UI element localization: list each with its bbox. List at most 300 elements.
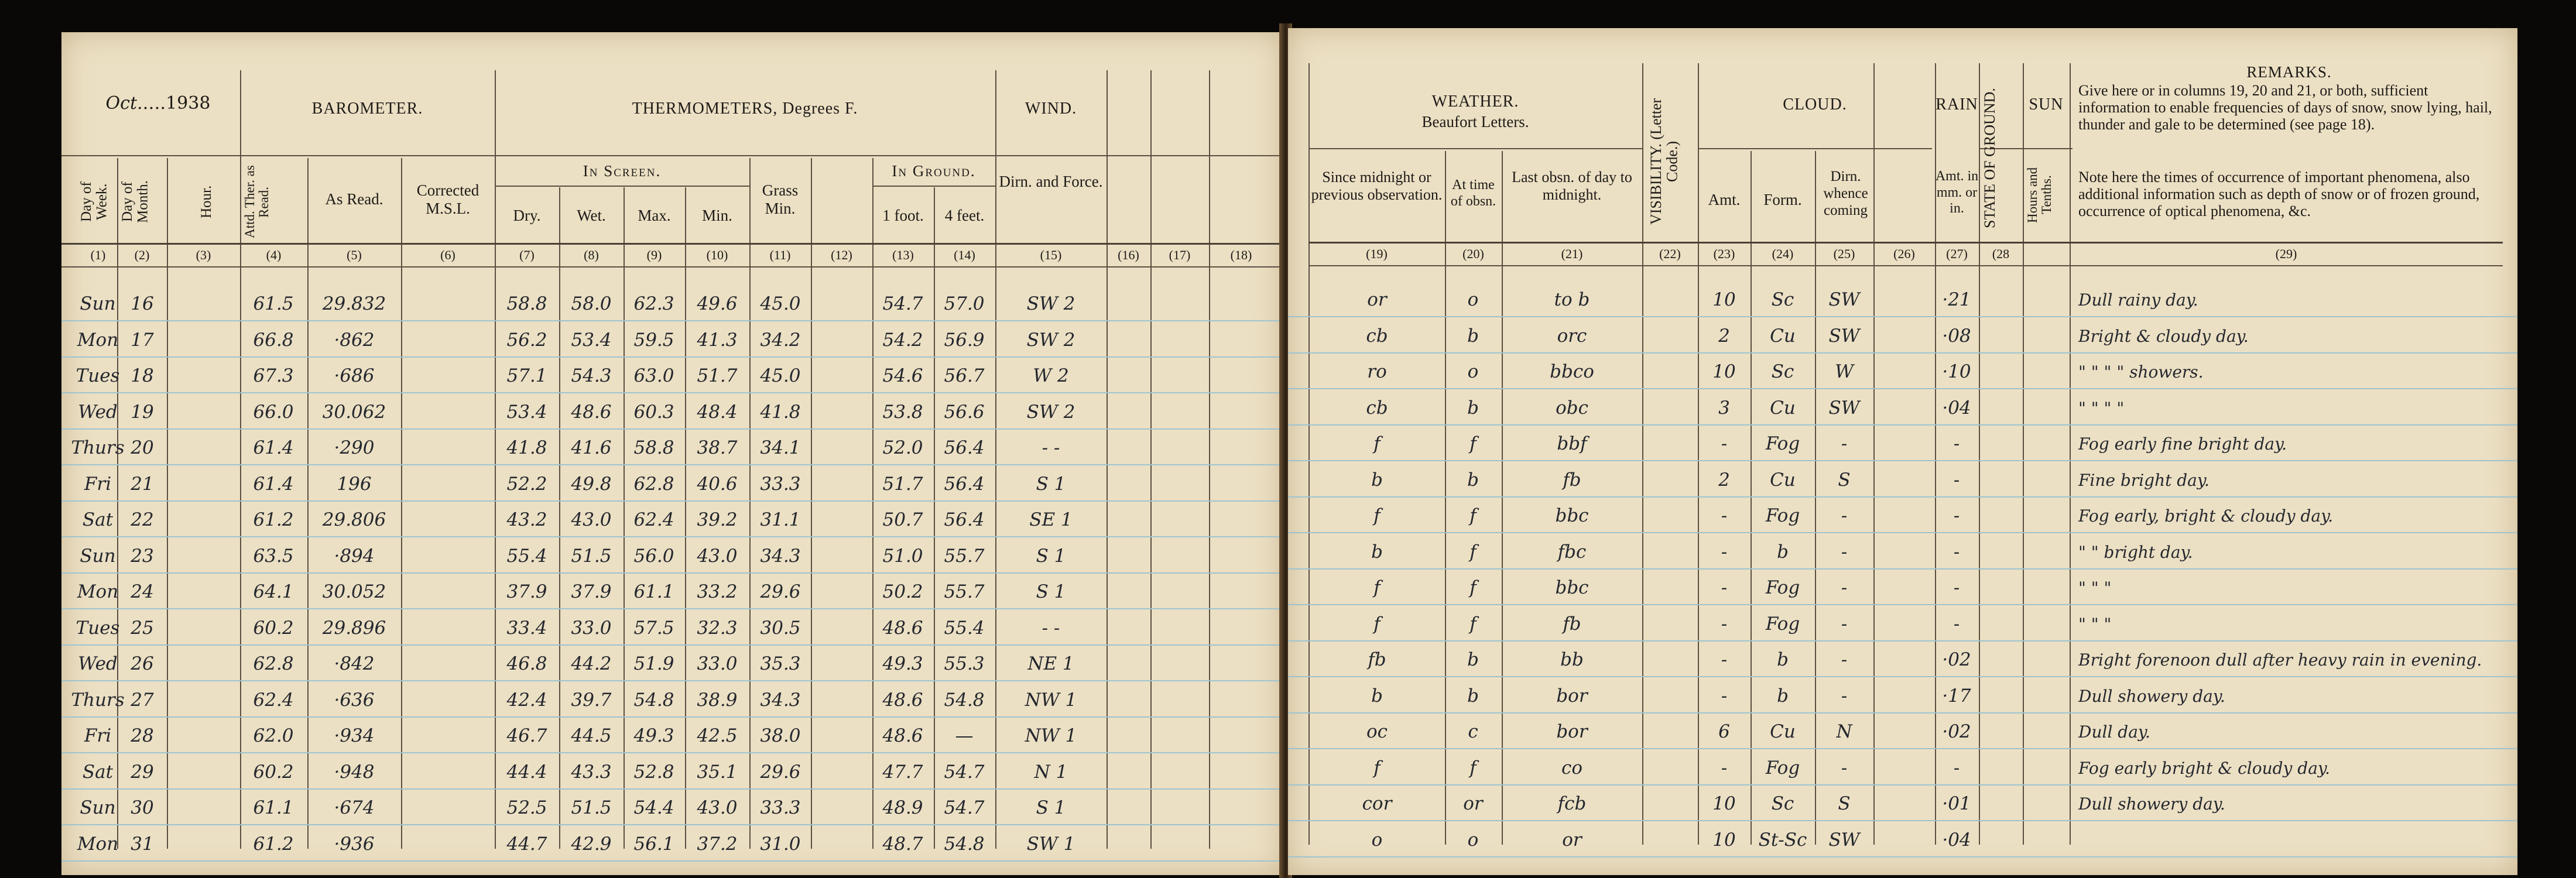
- day-of-week-cell: Thurs: [71, 437, 125, 458]
- rain-amount-cell: ·21: [1942, 289, 1971, 310]
- day-of-week-cell: Sun: [80, 797, 116, 818]
- day-of-month-cell: 17: [131, 329, 154, 351]
- wind-cell: S 1: [1036, 581, 1066, 602]
- column-number: (19): [1366, 246, 1388, 261]
- barometer-cell: ·862: [334, 329, 375, 351]
- header-divider: [61, 155, 1282, 156]
- cloud-direction-cell: W: [1835, 361, 1854, 382]
- wet-bulb-cell: 33.0: [571, 617, 612, 639]
- max-temp-cell: 51.9: [633, 653, 674, 674]
- cloud-form-cell: Fog: [1765, 577, 1800, 598]
- rain-amount-cell: ·10: [1942, 361, 1971, 382]
- ruled-line: [61, 608, 1282, 609]
- wind-cell: SW 1: [1026, 833, 1075, 855]
- ruled-line: [61, 500, 1282, 502]
- grass-min-cell: 45.0: [760, 365, 801, 386]
- column-number: (24): [1772, 246, 1794, 261]
- header-bottom-line: [61, 243, 1282, 245]
- dry-bulb-cell: 42.4: [506, 689, 547, 711]
- day-of-month-header: Day of Month.: [119, 180, 151, 224]
- column-number: (4): [266, 248, 282, 262]
- column-number: (9): [646, 248, 662, 262]
- remark-cell: " " ": [2078, 614, 2112, 634]
- direction-force-header: Dirn. and Force.: [999, 173, 1103, 190]
- in-ground-header: In Ground.: [892, 162, 976, 180]
- rain-amount-cell: -: [1953, 505, 1960, 526]
- ruled-line: [1288, 712, 2517, 714]
- column-divider: [495, 70, 496, 849]
- weather-since-cell: f: [1373, 433, 1381, 454]
- ground-4ft-cell: 55.7: [944, 581, 985, 602]
- day-of-month-cell: 26: [131, 653, 154, 674]
- max-header: Max.: [638, 207, 671, 224]
- max-temp-cell: 62.3: [633, 293, 674, 314]
- cloud-amount-cell: 2: [1718, 325, 1730, 347]
- column-number: (22): [1659, 246, 1681, 261]
- cloud-direction-cell: -: [1841, 757, 1848, 778]
- cloud-amount-cell: 6: [1718, 721, 1730, 742]
- ground-1ft-cell: 48.7: [882, 833, 923, 855]
- cloud-direction-cell: -: [1841, 649, 1848, 670]
- dry-bulb-cell: 33.4: [506, 617, 547, 639]
- ground-4ft-cell: 56.7: [944, 365, 985, 386]
- max-temp-cell: 57.5: [633, 617, 674, 639]
- four-feet-header: 4 feet.: [944, 207, 985, 224]
- weather-at-time-cell: b: [1467, 685, 1479, 706]
- day-of-week-cell: Wed: [78, 401, 118, 423]
- ground-1ft-cell: 54.7: [882, 293, 923, 314]
- column-divider: [559, 187, 560, 849]
- cloud-amount-cell: -: [1721, 505, 1728, 526]
- in-screen-header: In Screen.: [583, 162, 662, 180]
- cloud-form-cell: b: [1777, 685, 1789, 706]
- wind-cell: NW 1: [1025, 725, 1077, 746]
- rain-heading: RAIN: [1936, 95, 1978, 114]
- min-temp-cell: 33.2: [697, 581, 738, 602]
- min-temp-cell: 41.3: [697, 329, 738, 351]
- ruled-line: [1288, 532, 2517, 533]
- attached-thermometer-cell: 61.4: [253, 437, 294, 458]
- wind-cell: SW 2: [1026, 401, 1075, 423]
- column-number: (26): [1893, 246, 1915, 261]
- wind-cell: S 1: [1036, 545, 1066, 567]
- weather-last-obs-cell: bbf: [1557, 433, 1587, 454]
- weather-since-cell: cor: [1362, 793, 1392, 814]
- max-temp-cell: 62.4: [633, 509, 674, 530]
- column-number: (29): [2275, 246, 2297, 261]
- day-of-month-cell: 25: [131, 617, 154, 639]
- ground-1ft-cell: 50.2: [882, 581, 923, 602]
- wind-heading: WIND.: [1025, 100, 1077, 118]
- remark-cell: Bright & cloudy day.: [2078, 326, 2249, 346]
- grass-min-cell: 34.3: [760, 689, 801, 711]
- ruled-line: [61, 536, 1282, 537]
- ground-4ft-cell: 55.4: [944, 617, 985, 639]
- rain-amount-cell: -: [1953, 469, 1960, 491]
- min-temp-cell: 37.2: [697, 833, 738, 855]
- beaufort-letters-heading: Beaufort Letters.: [1421, 113, 1529, 131]
- grass-min-cell: 33.3: [760, 797, 801, 818]
- weather-at-time-cell: f: [1469, 613, 1477, 635]
- weather-at-time-cell: c: [1468, 721, 1478, 742]
- day-of-week-cell: Mon: [77, 329, 119, 351]
- weather-at-time-cell: f: [1469, 505, 1477, 526]
- ruled-line: [61, 788, 1282, 790]
- min-temp-cell: 43.0: [697, 545, 738, 567]
- weather-last-obs-cell: bb: [1560, 649, 1584, 670]
- cloud-direction-cell: N: [1836, 721, 1852, 742]
- day-of-month-cell: 18: [131, 365, 154, 386]
- since-midnight-header: Since midnight or previous observation.: [1311, 169, 1443, 203]
- column-number: (15): [1040, 248, 1062, 262]
- column-number: (18): [1230, 248, 1252, 262]
- cloud-amount-cell: 10: [1712, 289, 1736, 310]
- ground-4ft-cell: —: [955, 725, 974, 746]
- column-number: (6): [440, 248, 455, 262]
- weather-since-cell: oc: [1366, 721, 1388, 742]
- ruled-line: [61, 644, 1282, 646]
- cloud-direction-cell: SW: [1828, 829, 1860, 850]
- barometer-heading: BAROMETER.: [311, 100, 423, 118]
- barometer-cell: ·686: [334, 365, 375, 386]
- column-number: (13): [892, 248, 914, 262]
- cloud-form-header: Form.: [1763, 191, 1802, 208]
- grass-min-cell: 34.1: [760, 437, 801, 458]
- grass-min-cell: 29.6: [760, 581, 801, 602]
- weather-last-obs-cell: fb: [1563, 469, 1581, 491]
- grass-min-cell: 34.2: [760, 329, 801, 351]
- attached-thermometer-cell: 60.2: [253, 761, 294, 783]
- wet-bulb-cell: 51.5: [571, 797, 612, 818]
- remark-cell: Dull showery day.: [2078, 794, 2225, 814]
- cloud-direction-cell: -: [1841, 685, 1848, 706]
- dry-bulb-cell: 44.7: [506, 833, 547, 855]
- wind-cell: SE 1: [1029, 509, 1073, 530]
- ruled-line: [61, 716, 1282, 718]
- wet-bulb-cell: 49.8: [571, 473, 612, 495]
- cloud-amount-cell: 10: [1712, 793, 1736, 814]
- column-number: (23): [1713, 246, 1735, 261]
- column-divider: [2070, 63, 2071, 845]
- weather-since-cell: o: [1371, 829, 1383, 850]
- wind-cell: S 1: [1036, 797, 1066, 818]
- weather-since-cell: ro: [1367, 361, 1387, 382]
- barometer-cell: 29.832: [322, 293, 386, 314]
- header-divider: [872, 186, 995, 187]
- column-divider: [624, 187, 625, 849]
- state-of-ground-header: STATE OF GROUND.: [1981, 88, 1998, 229]
- day-of-month-cell: 20: [131, 437, 154, 458]
- weather-last-obs-cell: bor: [1556, 685, 1588, 706]
- cloud-amount-cell: -: [1721, 433, 1728, 454]
- rain-amount-cell: ·02: [1942, 721, 1971, 742]
- barometer-cell: 29.896: [322, 617, 386, 639]
- day-of-month-cell: 29: [131, 761, 154, 783]
- ground-1ft-cell: 51.0: [882, 545, 923, 567]
- wind-cell: N 1: [1034, 761, 1068, 783]
- wet-bulb-cell: 41.6: [571, 437, 612, 458]
- weather-since-cell: cb: [1366, 397, 1388, 419]
- column-divider: [1642, 63, 1643, 845]
- dry-bulb-cell: 44.4: [506, 761, 547, 783]
- weather-heading: WEATHER.: [1431, 92, 1519, 111]
- weather-at-time-cell: f: [1469, 577, 1477, 598]
- remarks-heading: REMARKS.: [2246, 63, 2332, 81]
- dry-bulb-cell: 41.8: [506, 437, 547, 458]
- column-divider: [240, 70, 241, 849]
- at-time-header: At time of obsn.: [1450, 177, 1496, 209]
- ruled-line: [1288, 316, 2517, 317]
- column-numbers-line: [61, 266, 1282, 267]
- weather-last-obs-cell: bbc: [1555, 505, 1589, 526]
- column-number: (7): [519, 248, 535, 262]
- column-number: (17): [1169, 248, 1191, 262]
- column-divider: [2023, 151, 2024, 845]
- remark-cell: Dull day.: [2078, 722, 2150, 742]
- column-number: (25): [1833, 246, 1855, 261]
- dry-bulb-cell: 58.8: [506, 293, 547, 314]
- wet-bulb-cell: 51.5: [571, 545, 612, 567]
- one-foot-header: 1 foot.: [882, 207, 924, 224]
- weather-since-cell: b: [1371, 469, 1383, 491]
- weather-since-cell: f: [1373, 577, 1381, 598]
- weather-last-obs-cell: co: [1561, 757, 1583, 778]
- weather-at-time-cell: f: [1469, 541, 1477, 563]
- ground-1ft-cell: 48.6: [882, 689, 923, 711]
- cloud-form-cell: Cu: [1770, 469, 1796, 491]
- attached-thermometer-cell: 61.4: [253, 473, 294, 495]
- cloud-form-cell: Sc: [1771, 361, 1794, 382]
- barometer-cell: ·842: [334, 653, 375, 674]
- weather-at-time-cell: b: [1467, 325, 1479, 347]
- day-of-month-cell: 22: [131, 509, 154, 530]
- day-of-week-cell: Sat: [82, 509, 114, 530]
- cloud-direction-cell: -: [1841, 505, 1848, 526]
- barometer-cell: 196: [337, 473, 372, 495]
- day-of-month-cell: 28: [131, 725, 154, 746]
- column-number: (27): [1946, 246, 1968, 261]
- max-temp-cell: 63.0: [633, 365, 674, 386]
- ground-4ft-cell: 54.8: [944, 833, 985, 855]
- day-of-month-cell: 21: [131, 473, 154, 495]
- grass-min-cell: 31.1: [760, 509, 801, 530]
- dry-bulb-cell: 43.2: [506, 509, 547, 530]
- ground-1ft-cell: 52.0: [882, 437, 923, 458]
- month-heading: [79, 94, 237, 114]
- wet-bulb-cell: 43.3: [571, 761, 612, 783]
- ruled-line: [61, 572, 1282, 574]
- cloud-amount-cell: -: [1721, 649, 1728, 670]
- cloud-direction-cell: -: [1841, 613, 1848, 635]
- min-temp-cell: 43.0: [697, 797, 738, 818]
- rain-amount-cell: -: [1953, 433, 1960, 454]
- attached-thermometer-cell: 61.2: [253, 509, 294, 530]
- weather-at-time-cell: f: [1469, 757, 1477, 778]
- ruled-line: [61, 464, 1282, 465]
- min-temp-cell: 39.2: [697, 509, 738, 530]
- column-divider: [1698, 63, 1699, 845]
- wind-cell: NE 1: [1027, 653, 1074, 674]
- year-label: ….1938: [142, 93, 211, 114]
- wind-cell: - -: [1042, 437, 1060, 458]
- wet-bulb-cell: 39.7: [571, 689, 612, 711]
- ruled-line: [1288, 856, 2517, 858]
- ground-4ft-cell: 56.4: [944, 437, 985, 458]
- attached-thermometer-cell: 67.3: [253, 365, 294, 386]
- day-of-month-cell: 19: [131, 401, 154, 423]
- header-bottom-line: [1308, 242, 2503, 243]
- ruled-line: [1288, 496, 2517, 498]
- rain-amount-cell: ·08: [1942, 325, 1971, 347]
- ground-4ft-cell: 54.8: [944, 689, 985, 711]
- last-obsn-header: Last obsn. of day to midnight.: [1512, 169, 1632, 203]
- max-temp-cell: 58.8: [633, 437, 674, 458]
- ground-4ft-cell: 56.4: [944, 509, 985, 530]
- remark-cell: Fog early bright & cloudy day.: [2078, 758, 2330, 778]
- ground-1ft-cell: 49.3: [882, 653, 923, 674]
- attached-thermometer-cell: 61.2: [253, 833, 294, 855]
- day-of-month-cell: 30: [131, 797, 154, 818]
- day-of-week-cell: Fri: [84, 473, 112, 495]
- cloud-form-cell: Cu: [1770, 721, 1796, 742]
- remark-cell: " " ": [2078, 578, 2112, 598]
- day-of-week-cell: Tues: [76, 365, 120, 386]
- attached-thermometer-cell: 64.1: [253, 581, 294, 602]
- rain-amount-cell: ·04: [1942, 397, 1971, 419]
- day-of-month-cell: 24: [131, 581, 154, 602]
- column-number: (8): [584, 248, 599, 262]
- day-of-month-cell: 27: [131, 689, 154, 711]
- wet-bulb-cell: 58.0: [571, 293, 612, 314]
- dry-bulb-cell: 52.5: [506, 797, 547, 818]
- ruled-line: [61, 320, 1282, 321]
- grass-min-cell: 31.0: [760, 833, 801, 855]
- weather-last-obs-cell: bbco: [1550, 361, 1594, 382]
- ruled-line: [1288, 676, 2517, 677]
- column-divider: [1979, 63, 1980, 845]
- dry-bulb-cell: 52.2: [506, 473, 547, 495]
- remark-cell: Dull rainy day.: [2078, 290, 2198, 310]
- cloud-direction-cell: -: [1841, 577, 1848, 598]
- ground-4ft-cell: 56.6: [944, 401, 985, 423]
- cloud-form-cell: b: [1777, 541, 1789, 563]
- header-divider: [1698, 148, 1932, 149]
- wind-cell: SW 2: [1026, 293, 1075, 314]
- column-number: (16): [1118, 248, 1139, 262]
- min-temp-cell: 48.4: [697, 401, 738, 423]
- weather-last-obs-cell: bbc: [1555, 577, 1589, 598]
- right-page: [1288, 28, 2517, 875]
- cloud-amount-cell: -: [1721, 757, 1728, 778]
- wet-bulb-cell: 42.9: [571, 833, 612, 855]
- max-temp-cell: 56.1: [633, 833, 674, 855]
- day-of-week-cell: Mon: [77, 581, 119, 602]
- min-temp-cell: 42.5: [697, 725, 738, 746]
- rain-amount-cell: -: [1953, 757, 1960, 778]
- rain-amount-cell: ·01: [1942, 793, 1971, 814]
- header-divider: [495, 186, 749, 187]
- min-temp-cell: 49.6: [697, 293, 738, 314]
- weather-at-time-cell: o: [1467, 829, 1479, 850]
- ground-1ft-cell: 53.8: [882, 401, 923, 423]
- day-of-week-cell: Wed: [78, 653, 118, 674]
- cloud-direction-cell: SW: [1828, 325, 1860, 347]
- weather-since-cell: or: [1367, 289, 1387, 310]
- column-divider: [934, 187, 935, 849]
- cloud-direction-cell: SW: [1828, 397, 1860, 419]
- cloud-form-cell: b: [1777, 649, 1789, 670]
- dry-bulb-cell: 46.8: [506, 653, 547, 674]
- cloud-amount-cell: -: [1721, 541, 1728, 563]
- column-number: (28: [1992, 246, 2010, 261]
- grass-min-cell: 35.3: [760, 653, 801, 674]
- ground-4ft-cell: 54.7: [944, 797, 985, 818]
- ruled-line: [61, 860, 1282, 862]
- day-of-week-cell: Tues: [76, 617, 120, 639]
- weather-last-obs-cell: fb: [1563, 613, 1581, 635]
- remark-cell: Fog early fine bright day.: [2078, 434, 2287, 454]
- left-page: [61, 32, 1282, 875]
- remark-cell: Dull showery day.: [2078, 686, 2225, 706]
- ruled-line: [1288, 640, 2517, 642]
- cloud-form-cell: St-Sc: [1758, 829, 1807, 850]
- cloud-amount-cell: -: [1721, 685, 1728, 706]
- column-number: (1): [90, 248, 106, 262]
- ground-4ft-cell: 57.0: [944, 293, 985, 314]
- cloud-amount-cell: 2: [1718, 469, 1730, 491]
- cloud-form-cell: Fog: [1765, 505, 1800, 526]
- max-temp-cell: 56.0: [633, 545, 674, 567]
- grass-min-cell: 33.3: [760, 473, 801, 495]
- column-divider: [1150, 70, 1152, 849]
- max-temp-cell: 61.1: [633, 581, 674, 602]
- attached-thermometer-cell: 62.4: [253, 689, 294, 711]
- cloud-form-cell: Fog: [1765, 757, 1800, 778]
- weather-since-cell: f: [1373, 613, 1381, 635]
- dry-bulb-cell: 57.1: [506, 365, 547, 386]
- as-read-header: As Read.: [325, 190, 383, 208]
- remark-cell: Fog early, bright & cloudy day.: [2078, 506, 2334, 526]
- column-number: (21): [1561, 246, 1583, 261]
- ground-1ft-cell: 48.6: [882, 725, 923, 746]
- cloud-form-cell: Sc: [1771, 793, 1794, 814]
- wet-bulb-cell: 43.0: [571, 509, 612, 530]
- attached-thermometer-cell: 66.8: [253, 329, 294, 351]
- day-of-week-cell: Thurs: [71, 689, 125, 711]
- rain-amount-header: Amt. in mm. or in.: [1935, 169, 1979, 217]
- rain-amount-cell: -: [1953, 613, 1960, 635]
- remark-cell: " " " ": [2078, 398, 2125, 418]
- column-number: (2): [134, 248, 150, 262]
- weather-since-cell: cb: [1366, 325, 1388, 347]
- cloud-form-cell: Sc: [1771, 289, 1794, 310]
- wet-bulb-cell: 44.5: [571, 725, 612, 746]
- day-of-week-cell: Sat: [82, 761, 114, 783]
- barometer-cell: ·936: [334, 833, 375, 855]
- grass-min-cell: 34.3: [760, 545, 801, 567]
- min-temp-cell: 32.3: [697, 617, 738, 639]
- cloud-form-cell: Fog: [1765, 613, 1800, 635]
- weather-last-obs-cell: orc: [1557, 325, 1587, 347]
- max-temp-cell: 49.3: [633, 725, 674, 746]
- barometer-cell: ·948: [334, 761, 375, 783]
- month-handwritten: Oct.: [105, 93, 143, 114]
- attached-thermometer-cell: 66.0: [253, 401, 294, 423]
- weather-at-time-cell: o: [1467, 289, 1479, 310]
- attached-thermometer-cell: 63.5: [253, 545, 294, 567]
- attached-thermometer-cell: 62.8: [253, 653, 294, 674]
- barometer-cell: ·636: [334, 689, 375, 711]
